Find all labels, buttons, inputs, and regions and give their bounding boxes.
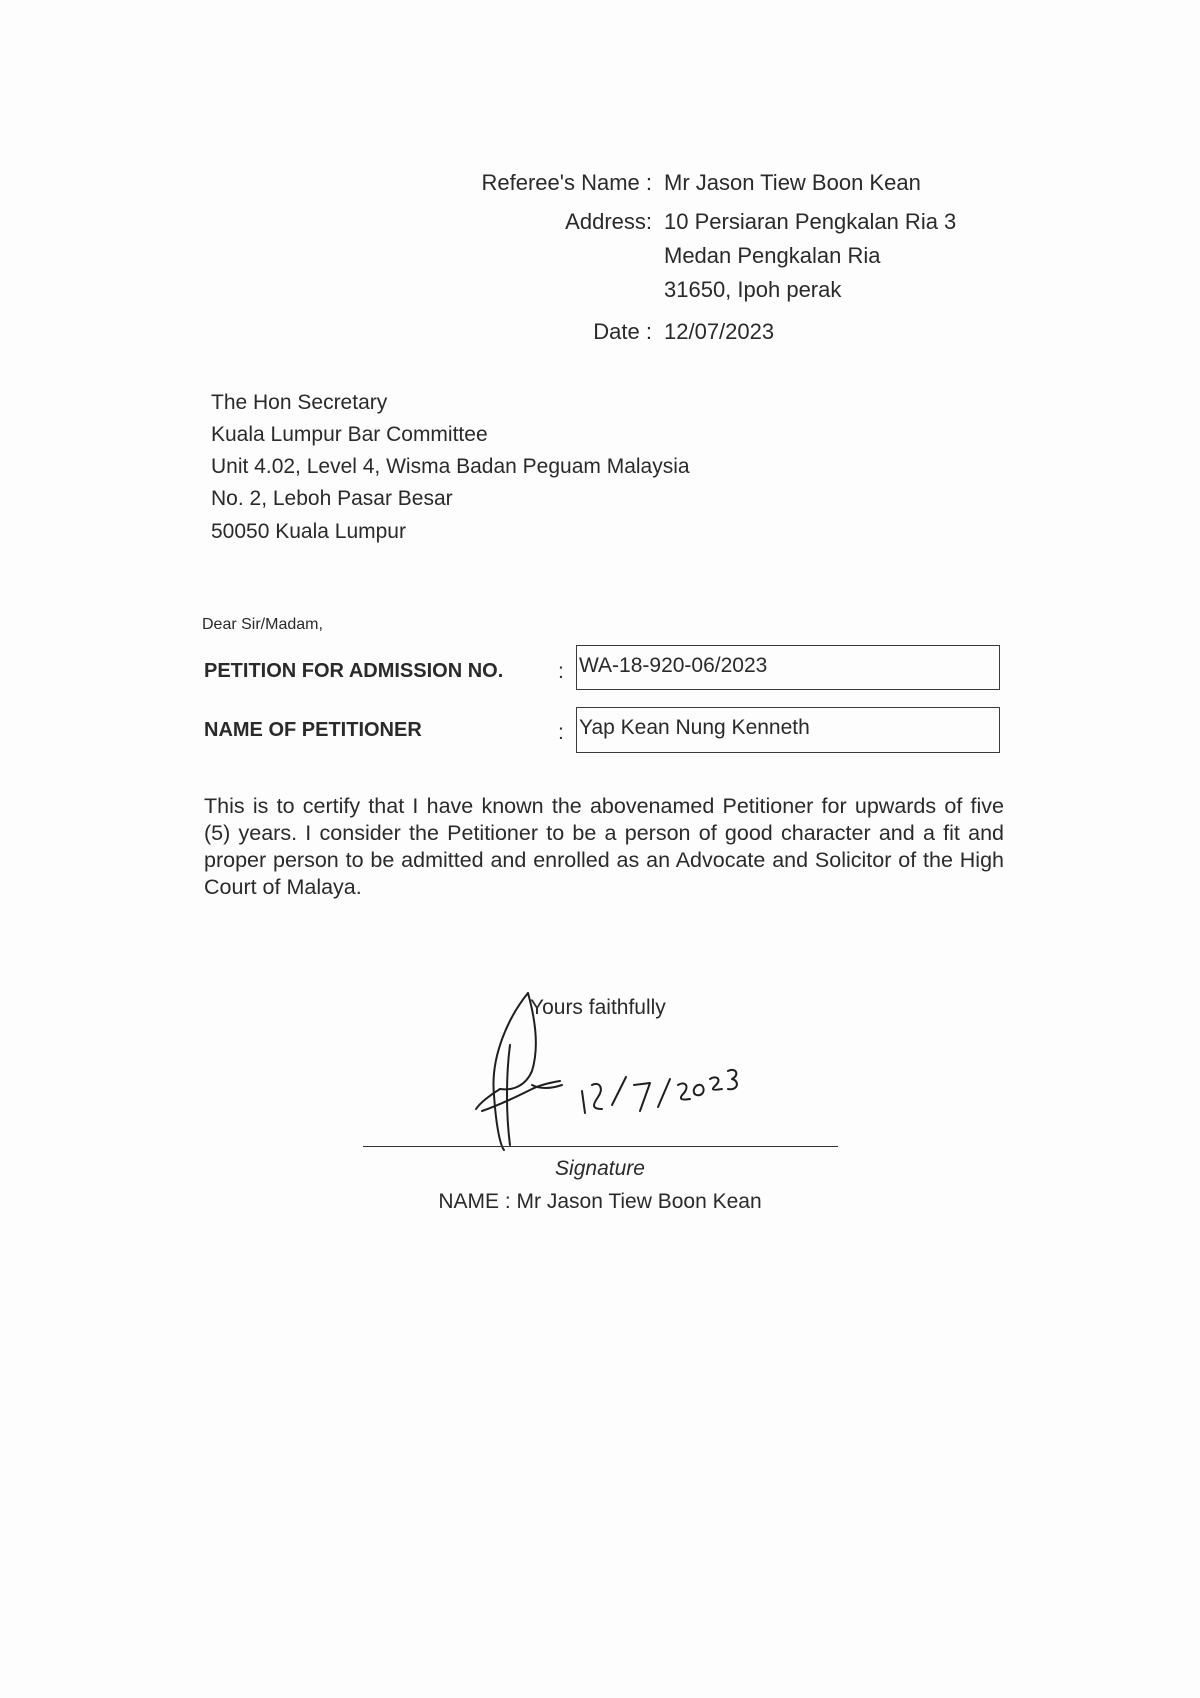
- salutation: Dear Sir/Madam,: [202, 616, 323, 633]
- recipient-line-3: Unit 4.02, Level 4, Wisma Badan Peguam Malaysia: [211, 455, 690, 478]
- signature-line: [363, 1146, 838, 1147]
- date-label: Date :: [593, 319, 652, 344]
- petitioner-label: NAME OF PETITIONER: [204, 719, 422, 741]
- yours-faithfully: Yours faithfully: [530, 996, 666, 1019]
- address-line-3: 31650, Ipoh perak: [664, 277, 842, 302]
- signature-caption: Signature: [555, 1157, 645, 1180]
- referee-name-value: Mr Jason Tiew Boon Kean: [664, 170, 921, 195]
- recipient-line-5: 50050 Kuala Lumpur: [211, 520, 406, 543]
- petitioner-name-box: [576, 707, 1000, 753]
- petitioner-colon: :: [558, 721, 564, 744]
- address-line-1: 10 Persiaran Pengkalan Ria 3: [664, 209, 957, 234]
- admission-number-box: [576, 645, 1000, 690]
- admission-number-value: WA-18-920-06/2023: [579, 654, 768, 677]
- referee-name-label: Referee's Name :: [481, 170, 652, 195]
- recipient-line-2: Kuala Lumpur Bar Committee: [211, 423, 488, 446]
- admission-colon: :: [558, 660, 564, 683]
- recipient-line-4: No. 2, Leboh Pasar Besar: [211, 487, 453, 510]
- recipient-line-1: The Hon Secretary: [211, 391, 388, 414]
- address-line-2: Medan Pengkalan Ria: [664, 243, 881, 268]
- address-label: Address:: [565, 209, 652, 234]
- date-value: 12/07/2023: [664, 319, 775, 344]
- certification-paragraph: This is to certify that I have known the abovenamed Petitioner for upwards of five (5) years. I consider the Petitioner to be a person of good character and a fit and proper person to be admitted and enrolled as an Advocate and Solicitor of the High Court of Malaya.: [204, 794, 1004, 899]
- admission-label: PETITION FOR ADMISSION NO.: [204, 660, 504, 682]
- petitioner-name-value: Yap Kean Nung Kenneth: [579, 716, 810, 739]
- referee-name-footer: NAME : Mr Jason Tiew Boon Kean: [438, 1190, 762, 1213]
- handwritten-signature: [470, 985, 790, 1155]
